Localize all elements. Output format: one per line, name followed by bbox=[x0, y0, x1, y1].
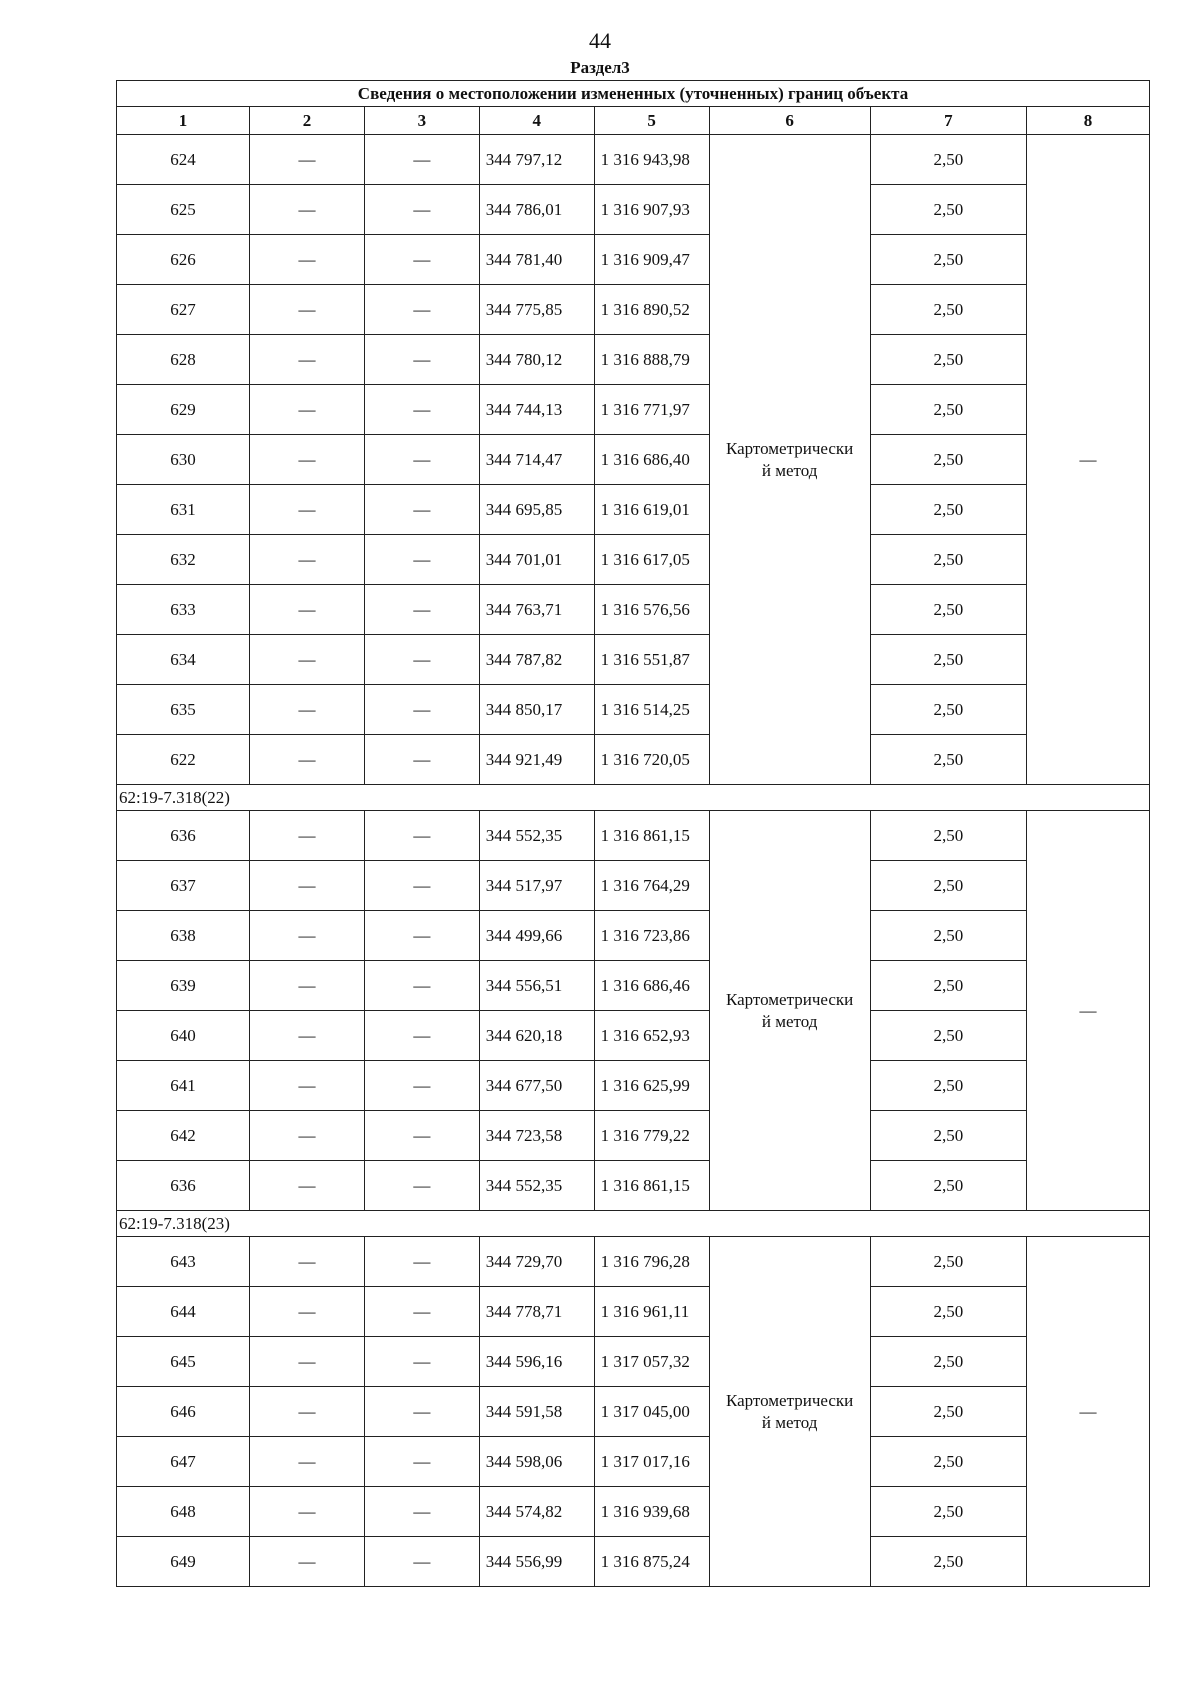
table-row bbox=[117, 1487, 1150, 1537]
y-coordinate-cell: 1 316 625,99 bbox=[594, 1061, 709, 1111]
point-number-cell: 629 bbox=[117, 385, 250, 435]
column-2-cell: — bbox=[250, 585, 365, 635]
column-3-cell: — bbox=[364, 1437, 479, 1487]
accuracy-cell: 2,50 bbox=[870, 235, 1026, 285]
column-2-cell: — bbox=[250, 1011, 365, 1061]
table-caption: Сведения о местоположении измененных (уточненных) границ объекта bbox=[117, 81, 1150, 107]
table-row bbox=[117, 911, 1150, 961]
column-3-cell: — bbox=[364, 911, 479, 961]
column-3-cell: — bbox=[364, 685, 479, 735]
column-2-cell: — bbox=[250, 135, 365, 185]
column-2-cell: — bbox=[250, 535, 365, 585]
parcel-group-label: 62:19-7.318(22) bbox=[117, 785, 1150, 811]
column-number: 3 bbox=[364, 107, 479, 135]
column-3-cell: — bbox=[364, 1487, 479, 1537]
y-coordinate-cell: 1 316 576,56 bbox=[594, 585, 709, 635]
x-coordinate-cell: 344 787,82 bbox=[479, 635, 594, 685]
point-number-cell: 643 bbox=[117, 1237, 250, 1287]
column-2-cell: — bbox=[250, 435, 365, 485]
method-cell bbox=[709, 1237, 870, 1587]
y-coordinate-cell: 1 316 551,87 bbox=[594, 635, 709, 685]
point-number-cell: 631 bbox=[117, 485, 250, 535]
accuracy-cell: 2,50 bbox=[870, 1111, 1026, 1161]
accuracy-cell: 2,50 bbox=[870, 861, 1026, 911]
column-3-cell: — bbox=[364, 1011, 479, 1061]
column-3-cell: — bbox=[364, 961, 479, 1011]
y-coordinate-cell: 1 317 045,00 bbox=[594, 1387, 709, 1437]
table-row bbox=[117, 335, 1150, 385]
column-8-cell: — bbox=[1026, 811, 1149, 1211]
column-3-cell: — bbox=[364, 485, 479, 535]
accuracy-cell: 2,50 bbox=[870, 385, 1026, 435]
table-row bbox=[117, 811, 1150, 861]
accuracy-cell: 2,50 bbox=[870, 1437, 1026, 1487]
table-row bbox=[117, 1537, 1150, 1587]
accuracy-cell: 2,50 bbox=[870, 1061, 1026, 1111]
y-coordinate-cell: 1 316 875,24 bbox=[594, 1537, 709, 1587]
coordinates-table bbox=[116, 80, 1150, 1587]
column-3-cell: — bbox=[364, 235, 479, 285]
column-3-cell: — bbox=[364, 1111, 479, 1161]
column-3-cell: — bbox=[364, 1161, 479, 1211]
y-coordinate-cell: 1 317 017,16 bbox=[594, 1437, 709, 1487]
column-2-cell: — bbox=[250, 811, 365, 861]
point-number-cell: 633 bbox=[117, 585, 250, 635]
x-coordinate-cell: 344 729,70 bbox=[479, 1237, 594, 1287]
y-coordinate-cell: 1 316 652,93 bbox=[594, 1011, 709, 1061]
y-coordinate-cell: 1 316 619,01 bbox=[594, 485, 709, 535]
column-3-cell: — bbox=[364, 861, 479, 911]
table-row bbox=[117, 1061, 1150, 1111]
y-coordinate-cell: 1 316 909,47 bbox=[594, 235, 709, 285]
x-coordinate-cell: 344 850,17 bbox=[479, 685, 594, 735]
page-number: 44 bbox=[589, 28, 611, 53]
accuracy-cell: 2,50 bbox=[870, 811, 1026, 861]
column-2-cell: — bbox=[250, 911, 365, 961]
x-coordinate-cell: 344 921,49 bbox=[479, 735, 594, 785]
point-number-cell: 649 bbox=[117, 1537, 250, 1587]
y-coordinate-cell: 1 316 723,86 bbox=[594, 911, 709, 961]
point-number-cell: 636 bbox=[117, 811, 250, 861]
column-number: 8 bbox=[1026, 107, 1149, 135]
x-coordinate-cell: 344 552,35 bbox=[479, 811, 594, 861]
accuracy-cell: 2,50 bbox=[870, 635, 1026, 685]
column-2-cell: — bbox=[250, 1111, 365, 1161]
column-3-cell: — bbox=[364, 1061, 479, 1111]
method-line-2: й метод bbox=[761, 1011, 818, 1031]
accuracy-cell: 2,50 bbox=[870, 961, 1026, 1011]
column-3-cell: — bbox=[364, 535, 479, 585]
table-row bbox=[117, 235, 1150, 285]
accuracy-cell: 2,50 bbox=[870, 735, 1026, 785]
method-line-1: Картометрически bbox=[725, 1390, 854, 1410]
point-number-cell: 627 bbox=[117, 285, 250, 335]
accuracy-cell: 2,50 bbox=[870, 685, 1026, 735]
point-number-cell: 640 bbox=[117, 1011, 250, 1061]
column-number: 7 bbox=[870, 107, 1026, 135]
column-8-cell: — bbox=[1026, 1237, 1149, 1587]
table-row bbox=[117, 135, 1150, 185]
table-row bbox=[117, 1237, 1150, 1287]
y-coordinate-cell: 1 316 961,11 bbox=[594, 1287, 709, 1337]
column-3-cell: — bbox=[364, 735, 479, 785]
x-coordinate-cell: 344 701,01 bbox=[479, 535, 594, 585]
table-row bbox=[117, 1337, 1150, 1387]
column-number: 1 bbox=[117, 107, 250, 135]
column-2-cell: — bbox=[250, 635, 365, 685]
x-coordinate-cell: 344 574,82 bbox=[479, 1487, 594, 1537]
x-coordinate-cell: 344 780,12 bbox=[479, 335, 594, 385]
column-3-cell: — bbox=[364, 285, 479, 335]
table-row bbox=[117, 961, 1150, 1011]
y-coordinate-cell: 1 316 907,93 bbox=[594, 185, 709, 235]
column-2-cell: — bbox=[250, 385, 365, 435]
column-3-cell: — bbox=[364, 185, 479, 235]
parcel-group-label: 62:19-7.318(23) bbox=[117, 1211, 1150, 1237]
method-line-1: Картометрически bbox=[725, 989, 854, 1009]
x-coordinate-cell: 344 695,85 bbox=[479, 485, 594, 535]
point-number-cell: 642 bbox=[117, 1111, 250, 1161]
point-number-cell: 622 bbox=[117, 735, 250, 785]
y-coordinate-cell: 1 316 890,52 bbox=[594, 285, 709, 335]
x-coordinate-cell: 344 775,85 bbox=[479, 285, 594, 335]
parcel-group-row bbox=[117, 785, 1150, 811]
y-coordinate-cell: 1 316 943,98 bbox=[594, 135, 709, 185]
method-line-2: й метод bbox=[761, 460, 818, 480]
x-coordinate-cell: 344 552,35 bbox=[479, 1161, 594, 1211]
column-2-cell: — bbox=[250, 235, 365, 285]
x-coordinate-cell: 344 781,40 bbox=[479, 235, 594, 285]
point-number-cell: 635 bbox=[117, 685, 250, 735]
column-2-cell: — bbox=[250, 1061, 365, 1111]
point-number-cell: 630 bbox=[117, 435, 250, 485]
method-cell bbox=[709, 811, 870, 1211]
accuracy-cell: 2,50 bbox=[870, 435, 1026, 485]
column-3-cell: — bbox=[364, 435, 479, 485]
accuracy-cell: 2,50 bbox=[870, 1237, 1026, 1287]
y-coordinate-cell: 1 317 057,32 bbox=[594, 1337, 709, 1387]
y-coordinate-cell: 1 316 888,79 bbox=[594, 335, 709, 385]
table-row bbox=[117, 1161, 1150, 1211]
parcel-group-row bbox=[117, 1211, 1150, 1237]
point-number-cell: 646 bbox=[117, 1387, 250, 1437]
x-coordinate-cell: 344 786,01 bbox=[479, 185, 594, 235]
column-3-cell: — bbox=[364, 811, 479, 861]
y-coordinate-cell: 1 316 939,68 bbox=[594, 1487, 709, 1537]
x-coordinate-cell: 344 596,16 bbox=[479, 1337, 594, 1387]
x-coordinate-cell: 344 797,12 bbox=[479, 135, 594, 185]
y-coordinate-cell: 1 316 720,05 bbox=[594, 735, 709, 785]
column-2-cell: — bbox=[250, 1437, 365, 1487]
column-2-cell: — bbox=[250, 735, 365, 785]
column-3-cell: — bbox=[364, 1537, 479, 1587]
point-number-cell: 647 bbox=[117, 1437, 250, 1487]
column-2-cell: — bbox=[250, 1237, 365, 1287]
point-number-cell: 639 bbox=[117, 961, 250, 1011]
y-coordinate-cell: 1 316 771,97 bbox=[594, 385, 709, 435]
table-row bbox=[117, 585, 1150, 635]
y-coordinate-cell: 1 316 514,25 bbox=[594, 685, 709, 735]
accuracy-cell: 2,50 bbox=[870, 1537, 1026, 1587]
accuracy-cell: 2,50 bbox=[870, 1011, 1026, 1061]
x-coordinate-cell: 344 763,71 bbox=[479, 585, 594, 635]
method-line-1: Картометрически bbox=[725, 438, 854, 458]
x-coordinate-cell: 344 723,58 bbox=[479, 1111, 594, 1161]
table-row bbox=[117, 1111, 1150, 1161]
y-coordinate-cell: 1 316 796,28 bbox=[594, 1237, 709, 1287]
column-3-cell: — bbox=[364, 585, 479, 635]
table-row bbox=[117, 685, 1150, 735]
table-caption-row bbox=[117, 81, 1150, 107]
x-coordinate-cell: 344 591,58 bbox=[479, 1387, 594, 1437]
point-number-cell: 624 bbox=[117, 135, 250, 185]
point-number-cell: 641 bbox=[117, 1061, 250, 1111]
method-cell bbox=[709, 135, 870, 785]
method-line-2: й метод bbox=[761, 1412, 818, 1432]
accuracy-cell: 2,50 bbox=[870, 285, 1026, 335]
accuracy-cell: 2,50 bbox=[870, 1337, 1026, 1387]
point-number-cell: 644 bbox=[117, 1287, 250, 1337]
column-3-cell: — bbox=[364, 385, 479, 435]
accuracy-cell: 2,50 bbox=[870, 335, 1026, 385]
column-3-cell: — bbox=[364, 1237, 479, 1287]
point-number-cell: 637 bbox=[117, 861, 250, 911]
accuracy-cell: 2,50 bbox=[870, 1161, 1026, 1211]
y-coordinate-cell: 1 316 686,46 bbox=[594, 961, 709, 1011]
point-number-cell: 648 bbox=[117, 1487, 250, 1537]
accuracy-cell: 2,50 bbox=[870, 585, 1026, 635]
column-number: 5 bbox=[594, 107, 709, 135]
column-2-cell: — bbox=[250, 861, 365, 911]
y-coordinate-cell: 1 316 764,29 bbox=[594, 861, 709, 911]
accuracy-cell: 2,50 bbox=[870, 135, 1026, 185]
accuracy-cell: 2,50 bbox=[870, 485, 1026, 535]
column-number: 6 bbox=[709, 107, 870, 135]
accuracy-cell: 2,50 bbox=[870, 911, 1026, 961]
x-coordinate-cell: 344 778,71 bbox=[479, 1287, 594, 1337]
table-row bbox=[117, 1387, 1150, 1437]
table-row bbox=[117, 735, 1150, 785]
column-number: 2 bbox=[250, 107, 365, 135]
column-2-cell: — bbox=[250, 485, 365, 535]
table-row bbox=[117, 1011, 1150, 1061]
column-2-cell: — bbox=[250, 1337, 365, 1387]
x-coordinate-cell: 344 517,97 bbox=[479, 861, 594, 911]
column-2-cell: — bbox=[250, 1487, 365, 1537]
table-row bbox=[117, 635, 1150, 685]
x-coordinate-cell: 344 677,50 bbox=[479, 1061, 594, 1111]
point-number-cell: 625 bbox=[117, 185, 250, 235]
x-coordinate-cell: 344 598,06 bbox=[479, 1437, 594, 1487]
table-row bbox=[117, 1287, 1150, 1337]
y-coordinate-cell: 1 316 861,15 bbox=[594, 811, 709, 861]
column-number-row bbox=[117, 107, 1150, 135]
x-coordinate-cell: 344 556,51 bbox=[479, 961, 594, 1011]
section-title: Раздел3 bbox=[570, 58, 630, 77]
accuracy-cell: 2,50 bbox=[870, 535, 1026, 585]
table-row bbox=[117, 385, 1150, 435]
point-number-cell: 645 bbox=[117, 1337, 250, 1387]
table-row bbox=[117, 485, 1150, 535]
column-2-cell: — bbox=[250, 1161, 365, 1211]
column-2-cell: — bbox=[250, 1387, 365, 1437]
column-8-cell: — bbox=[1026, 135, 1149, 785]
column-3-cell: — bbox=[364, 135, 479, 185]
point-number-cell: 628 bbox=[117, 335, 250, 385]
table-row bbox=[117, 1437, 1150, 1487]
point-number-cell: 634 bbox=[117, 635, 250, 685]
point-number-cell: 636 bbox=[117, 1161, 250, 1211]
column-3-cell: — bbox=[364, 1387, 479, 1437]
column-3-cell: — bbox=[364, 1287, 479, 1337]
accuracy-cell: 2,50 bbox=[870, 185, 1026, 235]
table-row bbox=[117, 435, 1150, 485]
point-number-cell: 626 bbox=[117, 235, 250, 285]
column-3-cell: — bbox=[364, 335, 479, 385]
y-coordinate-cell: 1 316 861,15 bbox=[594, 1161, 709, 1211]
x-coordinate-cell: 344 620,18 bbox=[479, 1011, 594, 1061]
point-number-cell: 638 bbox=[117, 911, 250, 961]
x-coordinate-cell: 344 714,47 bbox=[479, 435, 594, 485]
column-2-cell: — bbox=[250, 335, 365, 385]
accuracy-cell: 2,50 bbox=[870, 1287, 1026, 1337]
column-2-cell: — bbox=[250, 1287, 365, 1337]
table-row bbox=[117, 285, 1150, 335]
table-row bbox=[117, 185, 1150, 235]
column-number: 4 bbox=[479, 107, 594, 135]
x-coordinate-cell: 344 499,66 bbox=[479, 911, 594, 961]
column-3-cell: — bbox=[364, 1337, 479, 1387]
column-2-cell: — bbox=[250, 1537, 365, 1587]
table-row bbox=[117, 861, 1150, 911]
column-2-cell: — bbox=[250, 185, 365, 235]
table-row bbox=[117, 535, 1150, 585]
column-2-cell: — bbox=[250, 961, 365, 1011]
y-coordinate-cell: 1 316 686,40 bbox=[594, 435, 709, 485]
x-coordinate-cell: 344 744,13 bbox=[479, 385, 594, 435]
accuracy-cell: 2,50 bbox=[870, 1387, 1026, 1437]
column-2-cell: — bbox=[250, 285, 365, 335]
point-number-cell: 632 bbox=[117, 535, 250, 585]
x-coordinate-cell: 344 556,99 bbox=[479, 1537, 594, 1587]
column-2-cell: — bbox=[250, 685, 365, 735]
y-coordinate-cell: 1 316 617,05 bbox=[594, 535, 709, 585]
column-3-cell: — bbox=[364, 635, 479, 685]
y-coordinate-cell: 1 316 779,22 bbox=[594, 1111, 709, 1161]
accuracy-cell: 2,50 bbox=[870, 1487, 1026, 1537]
